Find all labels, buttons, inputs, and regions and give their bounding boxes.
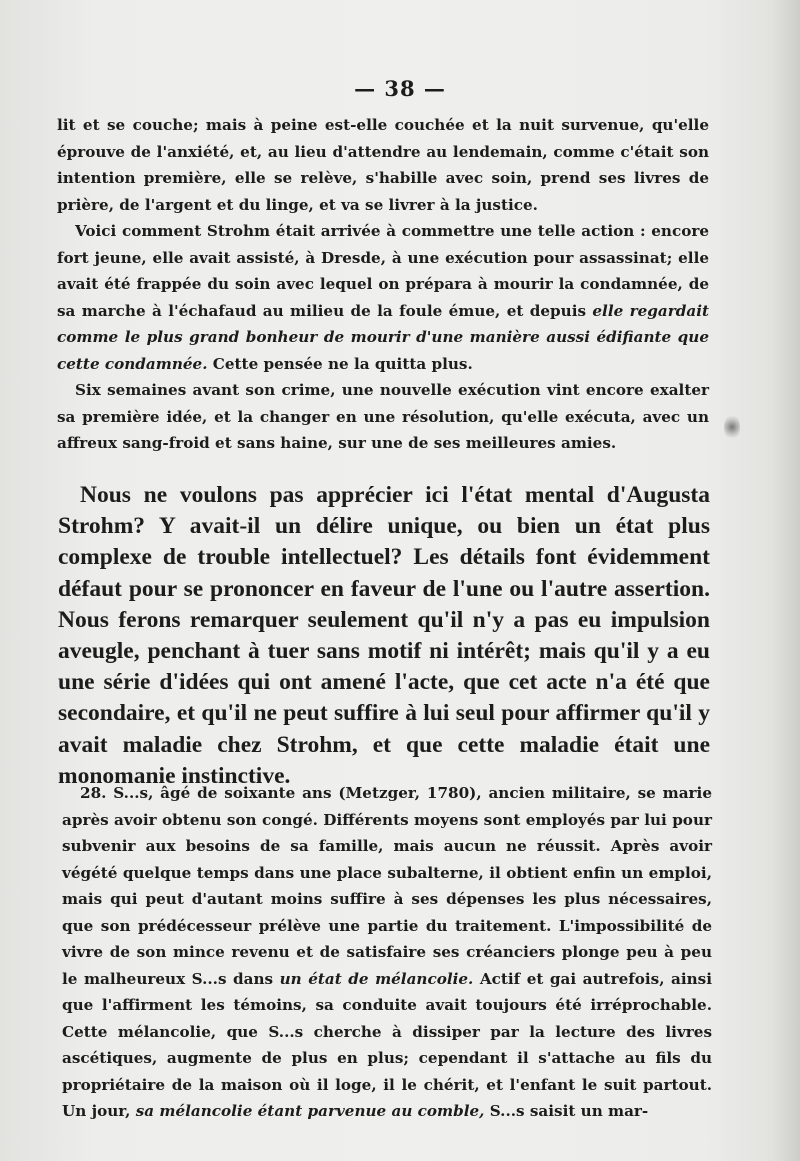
page-number: — 38 —	[354, 76, 446, 101]
paragraph-5-italic-1: un état de mélancolie.	[279, 969, 474, 988]
paragraph-2	[57, 218, 709, 377]
paragraph-5-italic-2: sa mélancolie étant parvenue au comble,	[135, 1102, 485, 1120]
paragraph-1: lit et se couche; mais à peine est-elle couchée et la nuit survenue, qu'elle éprouve de l'anxiété, et, au lieu d'attendre au lendemain, comme c'était son intention première, elle se relève, s'habille avec soin, prend ses livres de prière, de l'argent et du linge, et va se livrer à la justice.	[57, 116, 709, 214]
paragraph-5	[62, 780, 712, 1125]
paragraph-5-text-1: 28. S...s, âgé de soixante ans (Metzger, 1780), ancien militaire, se marie après avoir obtenu son congé. Différents moyens sont employés par lui pour subvenir aux besoins de sa famille, mais aucun ne réussit. Après avoir végété quelque temps dans une place subalterne, il obtient enfin un emploi, mais qui peut d'autant moins suffire à ses dépenses les plus nécessaires, que son prédécesseur prélève une partie du traitement. L'impossibilité de vivre de son mince revenu et de satisfaire ses créanciers plonge peu à peu le malheureux S...s dans	[62, 784, 712, 988]
paragraph-2-text-start: Voici comment Strohm était arrivée à commettre une telle action : encore fort jeune, elle avait assisté, à Dresde, à une exécution pour assassinat; elle avait été frappée du soin avec lequel on prépara à mourir la condamnée, de sa marche à l'échafaud au milieu de la foule émue, et depuis	[57, 222, 709, 320]
paragraph-2-text-end: Cette pensée ne la quitta plus.	[207, 354, 473, 373]
paragraph-5-text-3: S...s saisit un mar-	[484, 1102, 649, 1120]
paragraph-2-italic: elle regardait comme le plus grand bonheur de mourir d'une manière aussi édifiante que cette condamnée.	[57, 301, 709, 373]
paragraph-3: Six semaines avant son crime, une nouvelle exécution vint encore exalter sa première idée, et la changer en une résolution, qu'elle exécuta, avec un affreux sang-froid et sans haine, sur une de ses meilleures amies.	[57, 381, 709, 452]
paragraph-4: Nous ne voulons pas apprécier ici l'état mental d'Augusta Strohm? Y avait-il un délire unique, ou bien un état plus complexe de trouble intellectuel? Les détails font évidemment défaut pour se prononcer en faveur de l'une ou l'autre assertion. Nous ferons remarquer seulement qu'il n'y a pas eu impulsion aveugle, penchant à tuer sans motif ni intérêt; mais qu'il y a eu une série d'idées qui ont amené l'acte, que cet acte n'a été que secondaire, et qu'il ne peut suffire à lui seul pour affirmer qu'il y avait maladie chez Strohm, et que cette maladie était une monomanie instinctive.	[58, 482, 710, 789]
commentary-block	[58, 480, 710, 792]
page-edge-shadow	[770, 0, 800, 1161]
paragraph-5-text-2: Actif et gai autrefois, ainsi que l'affirment les témoins, sa conduite avait toujours été irréprochable. Cette mélancolie, que S...s cherche à dissiper par la lecture des livres ascétiques, augmente de plus en plus; cependant il s'attache au fils du propriétaire de la maison où il loge, il le chérit, et l'enfant le suit partout. Un jour,	[62, 969, 712, 1120]
case-block	[62, 780, 712, 1125]
ink-speck	[724, 414, 740, 440]
top-text-block	[57, 112, 709, 457]
